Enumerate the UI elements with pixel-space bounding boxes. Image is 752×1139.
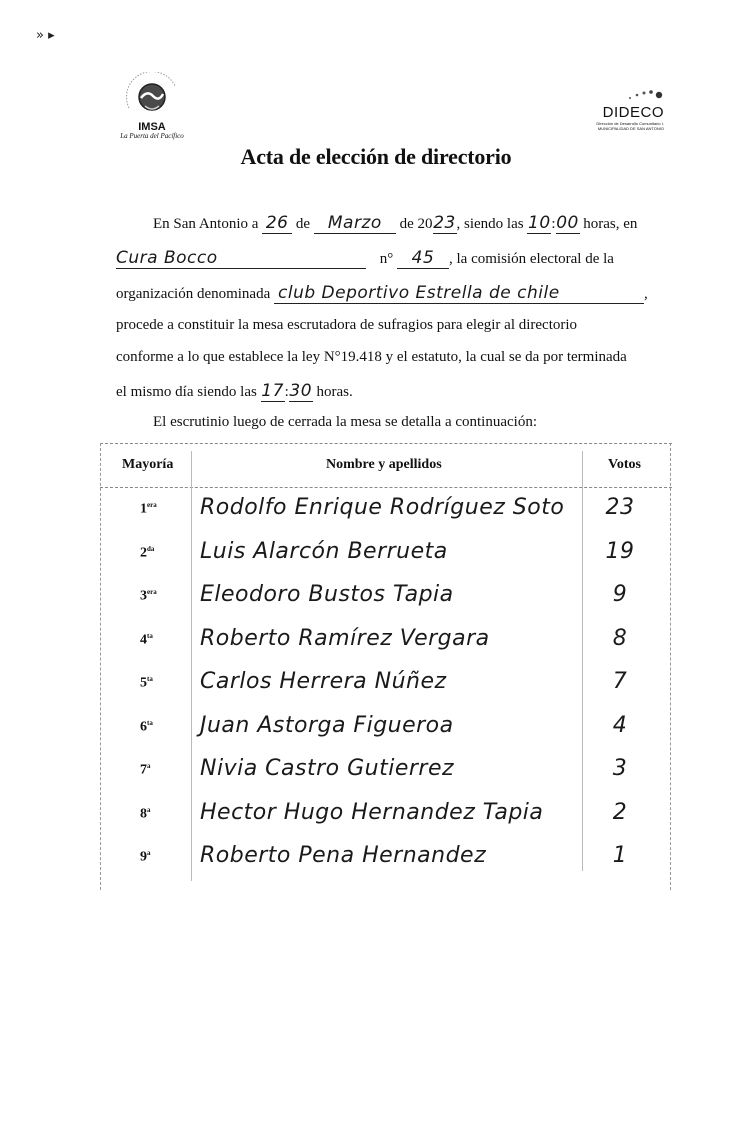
month-field: Marzo xyxy=(314,213,396,234)
rank-cell xyxy=(140,806,151,823)
vote-count: 8 xyxy=(612,625,628,651)
rank-cell xyxy=(140,719,153,736)
rank-suffix: ta xyxy=(147,631,153,640)
rank-number: 9 xyxy=(140,849,147,865)
header-votes: Votos xyxy=(608,457,641,472)
intro-line-2 xyxy=(116,248,614,269)
imsa-logo xyxy=(112,72,192,140)
vote-count: 7 xyxy=(612,669,628,694)
dideco-logo-name: DIDECO xyxy=(602,104,664,121)
candidate-name: Juan Astorga Figueroa xyxy=(200,712,454,738)
intro-line-4: procede a constituir la mesa escrutadora de sufragios para elegir al directorio xyxy=(116,317,578,333)
candidate-name: Nivia Castro Gutierrez xyxy=(200,756,455,781)
candidate-name: Roberto Ramírez Vergara xyxy=(200,625,490,651)
vote-count: 9 xyxy=(612,582,628,607)
rank-cell xyxy=(140,675,153,692)
rank-number: 7 xyxy=(140,762,147,778)
intro-line-6 xyxy=(116,381,353,402)
imsa-emblem-icon xyxy=(123,72,181,118)
minute-field: 00 xyxy=(556,213,579,233)
intro-line-3 xyxy=(116,283,648,304)
table-left-border xyxy=(100,443,101,890)
rank-cell xyxy=(140,545,154,562)
dideco-logo xyxy=(586,86,664,131)
rank-number: 4 xyxy=(140,632,147,648)
text-colon-2: : xyxy=(284,384,289,400)
dideco-dots-icon xyxy=(624,86,664,104)
rank-number: 1 xyxy=(140,501,147,517)
candidate-name: Roberto Pena Hernandez xyxy=(200,843,487,868)
day-field: 26 xyxy=(262,213,292,234)
vote-count: 1 xyxy=(612,843,628,868)
text-hora-suffix: horas, en xyxy=(583,216,638,232)
intro-line-7: El escrutinio luego de cerrada la mesa se detalla a continuación: xyxy=(153,414,538,430)
table-top-border xyxy=(100,443,672,444)
vote-count: 2 xyxy=(612,799,628,825)
table-header-border xyxy=(100,487,672,488)
street-field: Cura Bocco xyxy=(116,248,366,269)
rank-number: 3 xyxy=(140,588,147,604)
rank-cell xyxy=(140,632,153,649)
table-divider-1 xyxy=(191,451,192,881)
rank-suffix: a xyxy=(147,849,151,857)
text-comision: , la comisión electoral de la xyxy=(449,251,614,267)
text-de: de xyxy=(295,216,311,232)
candidate-name: Rodolfo Enrique Rodríguez Soto xyxy=(200,495,565,520)
text-colon: : xyxy=(551,216,556,232)
rank-suffix: era xyxy=(147,501,157,509)
rank-number: 6 xyxy=(140,719,147,735)
text-org-label: organización denominada xyxy=(116,286,271,302)
rank-suffix: ta xyxy=(147,718,153,727)
header-name: Nombre y apellidos xyxy=(326,457,442,472)
scan-specks: » ▸ xyxy=(36,28,55,43)
text-hora-prefix: , siendo las xyxy=(456,216,524,232)
end-minute-field: 30 xyxy=(289,381,313,401)
intro-line-1 xyxy=(153,213,637,234)
rank-suffix: a xyxy=(147,805,151,814)
imsa-logo-name: IMSA xyxy=(138,121,166,133)
table-divider-2 xyxy=(582,451,583,871)
rank-cell xyxy=(140,849,151,866)
text-comma: , xyxy=(644,286,648,302)
text-numero: n° xyxy=(379,251,394,267)
rank-cell xyxy=(140,588,157,605)
text-prefix: En San Antonio a xyxy=(153,216,259,232)
header-rank: Mayoría xyxy=(122,457,174,472)
rank-cell xyxy=(140,762,151,779)
candidate-name: Hector Hugo Hernandez Tapia xyxy=(200,799,544,825)
intro-line-5: conforme a lo que establece la ley N°19.418 y el estatuto, la cual se da por terminada xyxy=(116,349,627,365)
candidate-name: Eleodoro Bustos Tapia xyxy=(200,582,454,607)
rank-suffix: ta xyxy=(147,675,153,683)
table-right-border xyxy=(670,443,671,890)
rank-suffix: era xyxy=(147,588,157,596)
candidate-name: Luis Alarcón Berrueta xyxy=(200,538,448,564)
document-title: Acta de elección de directorio xyxy=(240,144,512,169)
candidate-name: Carlos Herrera Núñez xyxy=(200,669,447,694)
rank-cell xyxy=(140,501,157,518)
vote-count: 3 xyxy=(612,756,628,781)
text-line6-suffix: horas. xyxy=(316,384,353,400)
rank-number: 2 xyxy=(140,545,147,561)
rank-number: 5 xyxy=(140,675,147,691)
rank-number: 8 xyxy=(140,806,147,822)
results-table xyxy=(100,443,672,890)
year-field: 23 xyxy=(433,213,456,233)
end-hour-field: 17 xyxy=(261,381,284,401)
dideco-logo-sub: Dirección de Desarrollo Comunitario I. MUNICIPALIDAD DE SAN ANTONIO xyxy=(596,121,664,131)
rank-suffix: a xyxy=(147,762,151,770)
vote-count: 19 xyxy=(605,538,635,564)
org-name-field: club Deportivo Estrella de chile xyxy=(274,283,644,304)
imsa-logo-tagline: La Puerta del Pacífico xyxy=(120,132,184,140)
vote-count: 4 xyxy=(612,712,628,738)
text-year-prefix: de 20 xyxy=(399,216,433,232)
number-field: 45 xyxy=(397,248,449,269)
text-line6-prefix: el mismo día siendo las xyxy=(116,384,257,400)
vote-count: 23 xyxy=(605,495,635,520)
hour-field: 10 xyxy=(528,213,551,233)
rank-suffix: da xyxy=(147,544,155,553)
